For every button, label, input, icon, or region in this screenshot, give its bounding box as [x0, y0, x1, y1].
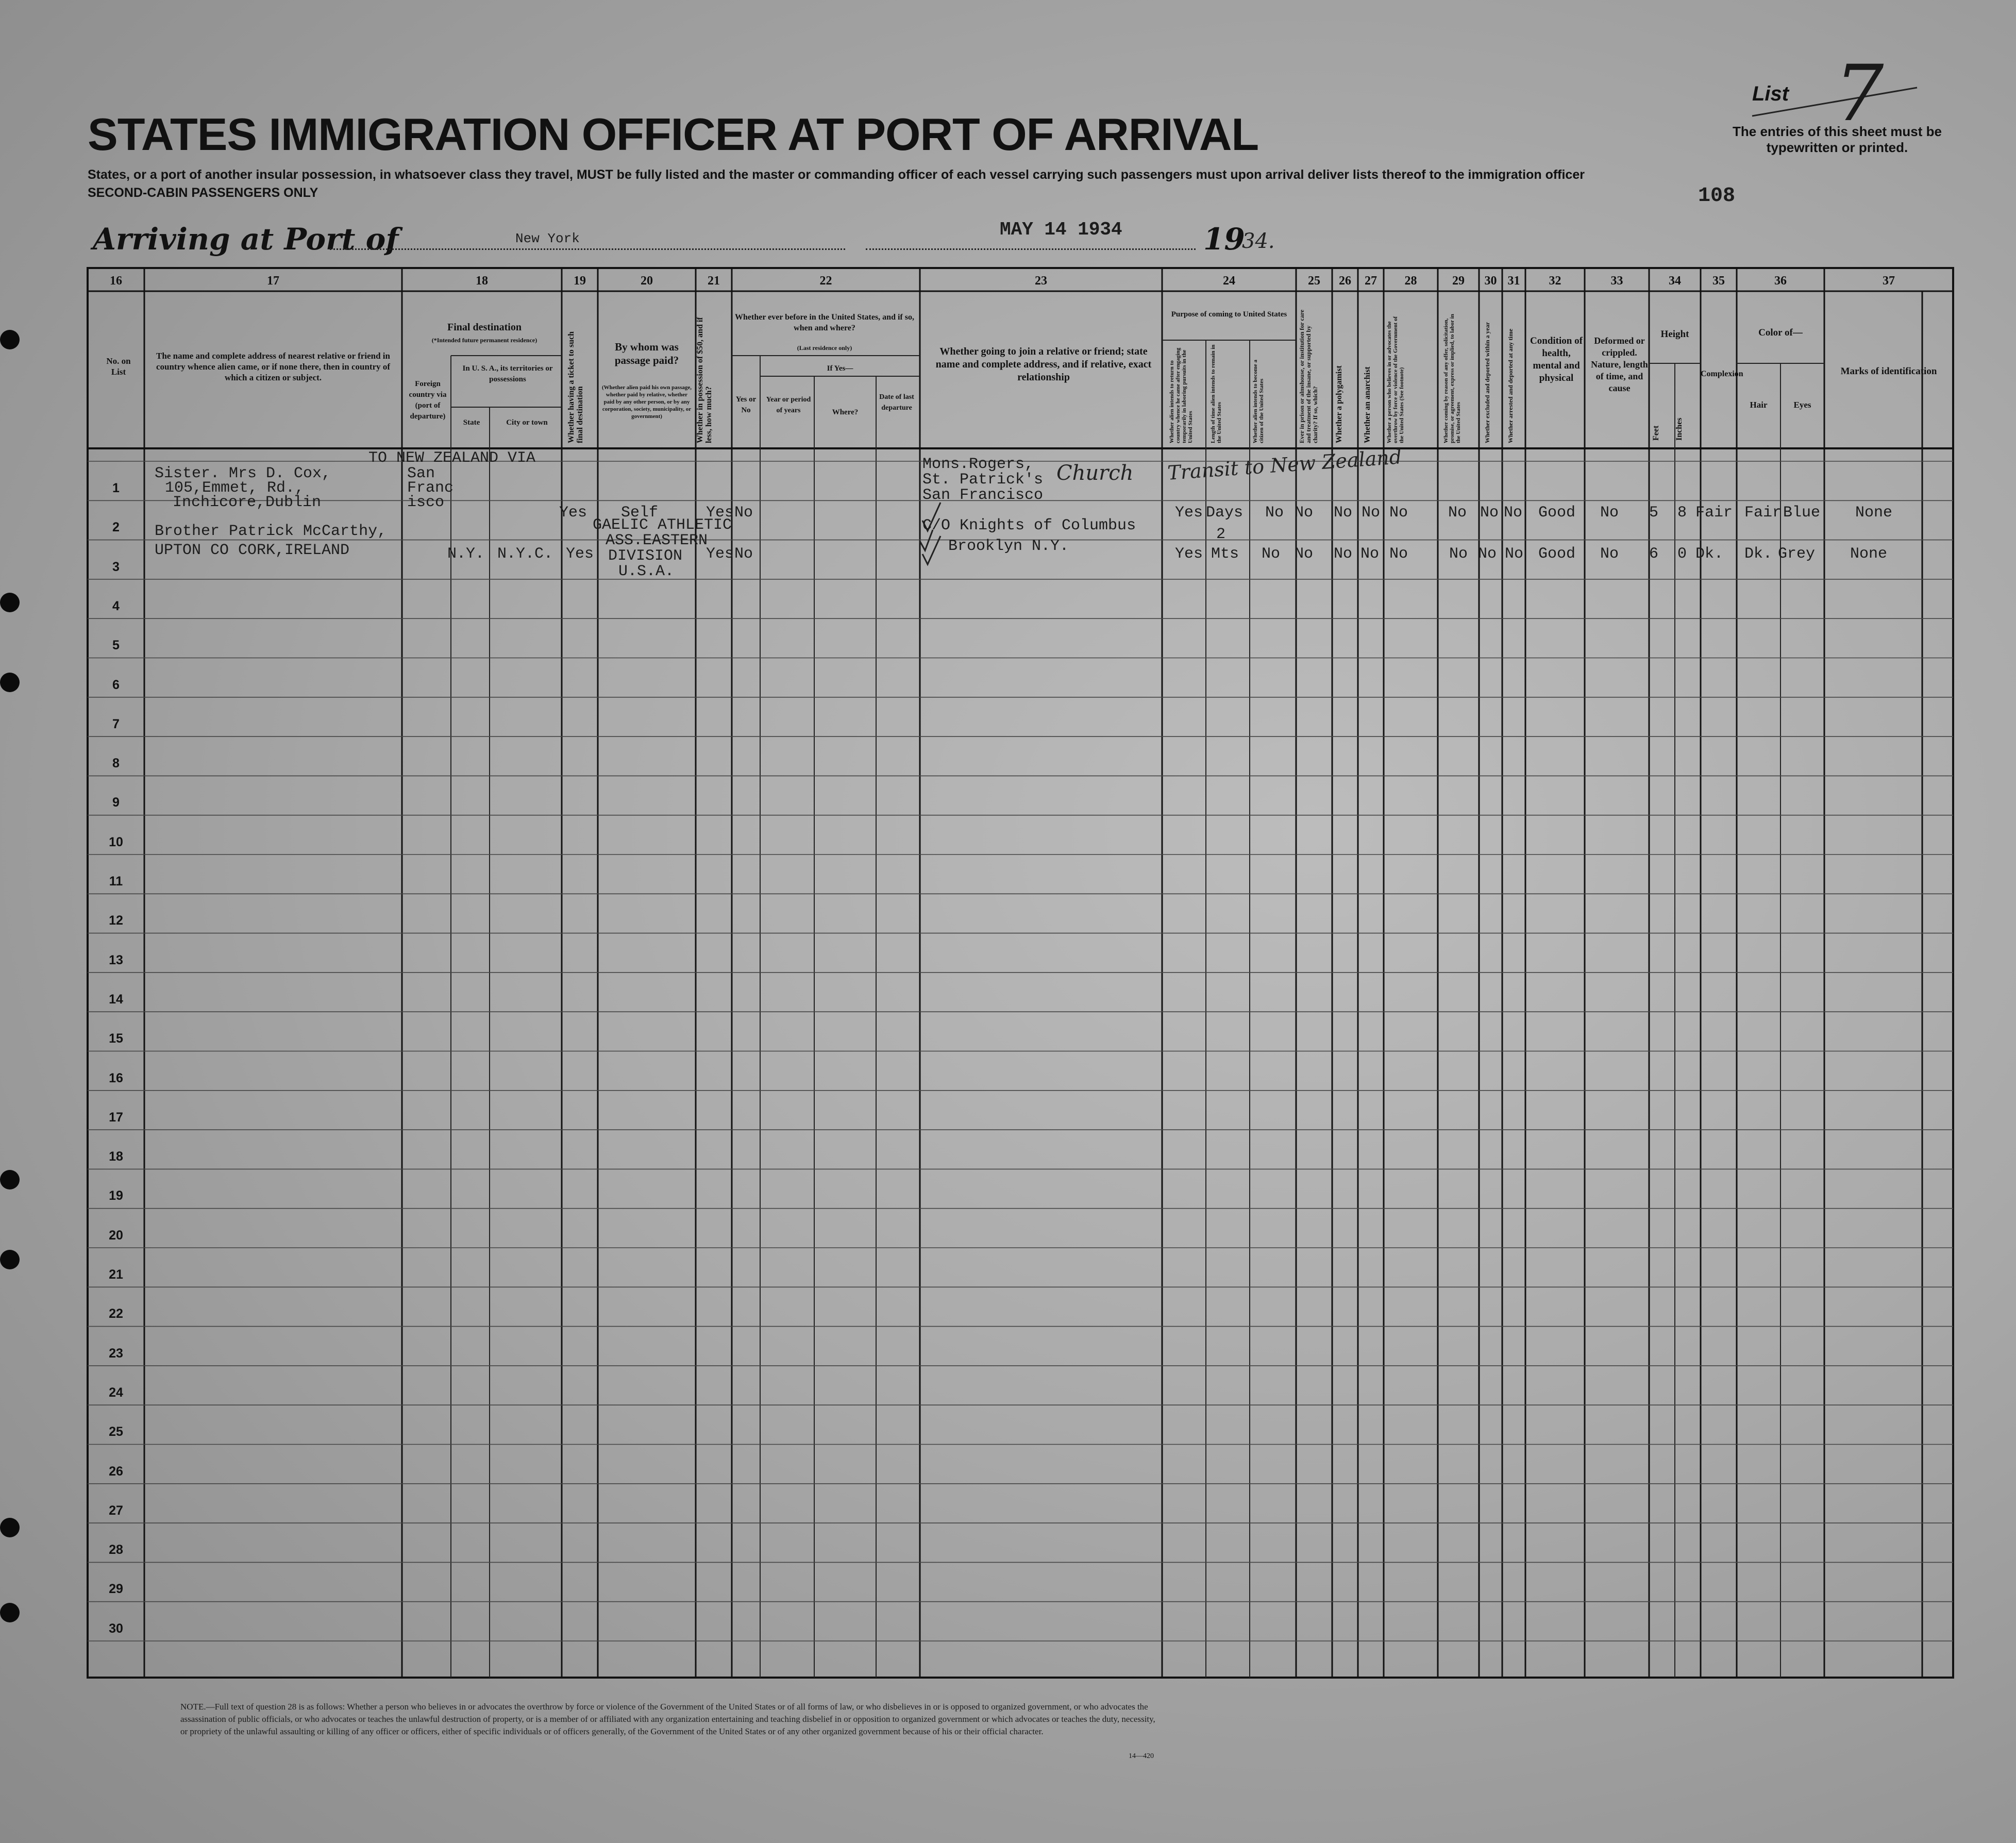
polygamist-value: No: [1334, 545, 1353, 563]
cabin-class: SECOND-CABIN PASSENGERS ONLY: [88, 186, 318, 200]
join-line: San Francisco: [922, 487, 1044, 504]
header-purpose-citizen: Whether alien intends to become a citizen of the United States: [1252, 359, 1265, 443]
punch-hole: [0, 1250, 20, 1269]
header-join-relative: Whether going to join a relative or friend; state name and complete address, and if relative, exact relationship: [935, 346, 1152, 383]
overthrow-value: No: [1389, 545, 1408, 563]
foreign-country: Franc: [407, 479, 454, 497]
header-in-usa: In U. S. A., its territories or possessions: [462, 364, 553, 383]
year-prefix: 19: [1203, 222, 1245, 257]
column-number: 25: [1308, 274, 1320, 288]
subtitle-line: States, or a port of another insular possession, in whatsoever class they travel, MUST be fully listed and the master or commanding officer of each vessel carrying such passengers must upon arrival deliver lists thereof to the immigration officer: [88, 167, 1585, 182]
header-overthrow: Whether a person who believes in or advocates the overthrow by force or violence of the Government of the United States (See footnote): [1386, 316, 1405, 443]
header-last-residence: (Last residence only): [797, 344, 852, 351]
column-number: 19: [574, 274, 586, 288]
ticket-value: Yes: [559, 504, 587, 522]
column-number: 24: [1223, 274, 1235, 288]
header-passage-paid-sub: (Whether alien paid his own passage, whether paid by relative, whether paid by any other person, or by any corporation, society, municipality, or government): [602, 384, 692, 420]
join-line: Brooklyn N.Y.: [948, 538, 1069, 555]
entries-note: The entries of this sheet must be typewritten or printed.: [1733, 124, 1942, 155]
deformed-value: No: [1600, 504, 1619, 522]
row-number: 16: [109, 1070, 123, 1085]
header-fifty-dollars: Whether in possession of $50, and if less, how much?: [696, 317, 713, 443]
header-excluded: Whether excluded and deported within a year: [1484, 322, 1491, 443]
column-number: 37: [1883, 274, 1895, 288]
header-ticket: Whether having a ticket to such final destination: [567, 331, 584, 443]
foreign-country: San: [407, 465, 435, 482]
header-where: Where?: [832, 408, 859, 416]
row-number: 12: [109, 913, 123, 928]
length-value: Days: [1206, 504, 1244, 522]
header-purpose: Purpose of coming to United States: [1171, 310, 1287, 319]
list-label: List: [1752, 82, 1789, 105]
column-number: 22: [819, 274, 832, 288]
header-relative-address: The name and complete address of nearest relative or friend in country whence alien came, or if none there, then in country of which a citizen or subject.: [156, 351, 391, 382]
header-ever-before: Whether ever before in the United States, and if so, when and where?: [735, 313, 914, 332]
header-marks: Marks of identification: [1840, 366, 1937, 377]
arriving-label: Arriving at Port of: [93, 222, 399, 257]
column-number: 30: [1484, 274, 1497, 288]
column-number: 36: [1774, 274, 1787, 288]
column-number: 23: [1035, 274, 1047, 288]
labor-value: No: [1448, 504, 1467, 522]
row-number: 30: [109, 1621, 123, 1636]
row-number: 25: [109, 1425, 123, 1439]
punch-hole: [0, 1603, 20, 1622]
inches-value: 0: [1677, 545, 1687, 563]
header-hair: Hair: [1750, 400, 1768, 410]
header-eyes: Eyes: [1793, 400, 1811, 410]
health-value: Good: [1538, 504, 1576, 522]
list-number: 7: [1835, 49, 1884, 139]
column-number: 16: [110, 274, 122, 288]
labor-value: No: [1449, 545, 1468, 563]
header-height: Height: [1660, 329, 1689, 340]
deported-value: No: [1505, 545, 1524, 563]
header-inches: Inches: [1675, 417, 1684, 441]
column-number: 18: [476, 274, 488, 288]
header-foreign-country: Foreign country via (port of departure): [409, 380, 447, 421]
hair-value: Dk.: [1744, 545, 1773, 563]
relative-line: UPTON CO CORK,IRELAND: [155, 542, 350, 559]
state-value: N.Y.: [447, 545, 485, 563]
column-number: 20: [641, 274, 653, 288]
join-line: C/O Knights of Columbus: [922, 517, 1136, 534]
row-number: 27: [109, 1503, 123, 1518]
header-complexion: Complexion: [1701, 370, 1743, 378]
row-number: 14: [109, 992, 123, 1007]
header-deported: Whether arrested and deported at any time: [1507, 328, 1514, 443]
port-underline: [330, 248, 845, 250]
row-number: 7: [112, 716, 120, 731]
header-polygamist: Whether a polygamist: [1335, 365, 1343, 443]
row-number: 24: [109, 1385, 123, 1400]
feet-value: 6: [1649, 545, 1659, 563]
row-number: 26: [109, 1464, 123, 1479]
header-if-yes: If Yes—: [827, 364, 853, 373]
anarchist-value: No: [1362, 504, 1381, 522]
row-number: 18: [109, 1149, 123, 1164]
fifty-dollars-value: Yes: [706, 545, 734, 563]
polygamist-value: No: [1334, 504, 1353, 522]
return-value: Yes: [1175, 504, 1203, 522]
row-number: 8: [112, 756, 120, 771]
column-number: 27: [1365, 274, 1377, 288]
join-line: Mons.Rogers,: [922, 456, 1034, 473]
column-number: 34: [1669, 274, 1681, 288]
footnote: NOTE.—Full text of question 28 is as follows: Whether a person who believes in or advocates the overthrow by force or violence of the Government of the United States or of all forms of law, or who disbelieves in or is opposed to organized government, or who advocates the assassination of public officials, or who advocates or teaches the unlawful destruction of property, or is a member of or affiliated with any organization entertaining and teaching disbelief in or opposition to organized government or which advocates or teaches the duty, necessity, or propriety of the unlawful assaulting or killing of any officer or officers, either of specific individuals or of officers generally, of the Government of the United States or of any other organized government because of his or their official character.: [180, 1702, 1155, 1736]
header-labor: Whether coming by reason of any offer, solicitation, promise, or agreement, express or implied, to labor in the United States: [1443, 314, 1461, 443]
foreign-country: isco: [407, 494, 445, 511]
row-number: 13: [109, 952, 123, 967]
city-value: N.Y.C.: [497, 545, 553, 563]
column-number: 33: [1610, 274, 1623, 288]
return-value: Yes: [1175, 545, 1203, 563]
punch-hole: [0, 673, 20, 692]
header-purpose-length: Length of time alien intends to remain in the United States: [1210, 344, 1222, 443]
date-underline: [866, 248, 1196, 250]
punch-hole: [0, 1518, 20, 1537]
header-passage-paid: By whom was passage paid?: [614, 341, 679, 366]
column-number: 28: [1404, 274, 1417, 288]
inches-value: 8: [1677, 504, 1687, 522]
header-years: Year or period of years: [766, 396, 811, 414]
transit-note: TO NEW ZEALAND VIA: [368, 449, 536, 467]
header-health: Condition of health, mental and physical: [1530, 336, 1583, 383]
join-handwritten: Church: [1056, 461, 1134, 485]
passage-paid-line: DIVISION: [608, 547, 683, 565]
row-number: 5: [112, 638, 120, 653]
feet-value: 5: [1649, 504, 1659, 522]
length-number: 2: [1216, 526, 1226, 543]
punch-hole: [0, 1170, 20, 1189]
row-number: 1: [112, 481, 120, 495]
passage-paid-line: U.S.A.: [618, 563, 675, 580]
header-deformed: Deformed or crippled. Nature, length of time, and cause: [1591, 336, 1648, 393]
complexion-value: Dk.: [1695, 545, 1724, 563]
relative-line: Sister. Mrs D. Cox,: [155, 465, 331, 482]
row-number: 28: [109, 1543, 123, 1557]
header-city: City or town: [506, 418, 548, 427]
column-number: 17: [267, 274, 279, 288]
row-number: 11: [109, 874, 123, 889]
row-number: 23: [109, 1346, 123, 1361]
row-number: 22: [109, 1306, 123, 1321]
citizen-value: No: [1265, 504, 1284, 522]
ticket-value: Yes: [566, 545, 594, 563]
before-us-value: No: [734, 504, 753, 522]
prison-value: No: [1295, 504, 1314, 522]
row-number: 21: [109, 1267, 123, 1282]
marks-value: None: [1850, 545, 1888, 563]
row-number: 19: [109, 1188, 123, 1203]
relative-line: 105,Emmet, Rd.,: [165, 479, 305, 497]
health-value: Good: [1538, 545, 1576, 563]
header-prison: Ever in prison or almshouse, or institution for care and treatment of the insane, or supported by charity? If so, which?: [1298, 309, 1319, 443]
date-stamp: MAY 14 1934: [1000, 219, 1122, 240]
column-number: 26: [1339, 274, 1351, 288]
row-number: 17: [109, 1110, 123, 1125]
row-number: 29: [109, 1582, 123, 1597]
header-color: Color of—: [1758, 327, 1803, 338]
port-value: New York: [515, 231, 580, 246]
relative-line: Brother Patrick McCarthy,: [155, 523, 387, 540]
join-line: St. Patrick's: [922, 471, 1044, 489]
relative-line: Inchicore,Dublin: [173, 494, 322, 511]
header-state: State: [463, 418, 480, 427]
fifty-dollars-value: Yes: [706, 504, 734, 522]
excluded-value: No: [1480, 504, 1499, 522]
column-number: 35: [1712, 274, 1725, 288]
overthrow-value: No: [1389, 504, 1408, 522]
row-number: 4: [112, 598, 120, 613]
header-yes-no: Yes or No: [735, 395, 757, 414]
eyes-value: Grey: [1778, 545, 1816, 563]
eyes-value: Blue: [1783, 504, 1821, 522]
excluded-value: No: [1478, 545, 1497, 563]
passage-paid-value: Self: [621, 504, 659, 522]
passage-paid-line: ASS.EASTERN: [606, 532, 708, 549]
purpose-handwritten: Transit to New Zealand: [1167, 445, 1403, 484]
header-final-destination: Final destination: [447, 322, 522, 333]
passage-paid-line: GAELIC ATHLETIC: [593, 516, 732, 534]
column-number: 31: [1507, 274, 1520, 288]
hair-value: Fair: [1744, 504, 1782, 522]
sheet-number: 108: [1698, 185, 1736, 208]
punch-hole: [0, 330, 20, 349]
row-number: 9: [112, 795, 120, 810]
citizen-value: No: [1262, 545, 1281, 563]
form-code: 14—420: [1129, 1752, 1154, 1760]
length-value: Mts: [1211, 545, 1239, 563]
row-number: 10: [109, 834, 123, 849]
header-final-destination-sub: (*Intended future permanent residence): [431, 337, 537, 344]
row-number: 6: [112, 677, 120, 692]
row-number: 15: [109, 1031, 123, 1046]
punch-hole: [0, 593, 20, 612]
row-number: 3: [112, 559, 120, 574]
column-number: 29: [1452, 274, 1465, 288]
page-title: STATES IMMIGRATION OFFICER AT PORT OF ARRIVAL: [88, 109, 1259, 160]
complexion-value: Fair: [1695, 504, 1733, 522]
header-feet: Feet: [1652, 425, 1660, 441]
column-number: 32: [1549, 274, 1561, 288]
deformed-value: No: [1600, 545, 1619, 563]
deported-value: No: [1504, 504, 1523, 522]
header-anarchist: Whether an anarchist: [1363, 366, 1372, 443]
row-number: 2: [112, 520, 120, 535]
marks-value: None: [1855, 504, 1893, 522]
prison-value: No: [1295, 545, 1314, 563]
header-purpose-return: Whether alien intends to return to country whence he came after engaging temporarily in laboring pursuits in the United States: [1169, 347, 1194, 443]
header-no-on-list: No. on List: [106, 356, 131, 377]
anarchist-value: No: [1360, 545, 1380, 563]
before-us-value: No: [734, 545, 753, 563]
year-suffix: 34.: [1242, 229, 1275, 253]
header-last-departure: Date of last departure: [879, 393, 914, 412]
row-number: 20: [109, 1228, 123, 1243]
column-number: 21: [708, 274, 720, 288]
